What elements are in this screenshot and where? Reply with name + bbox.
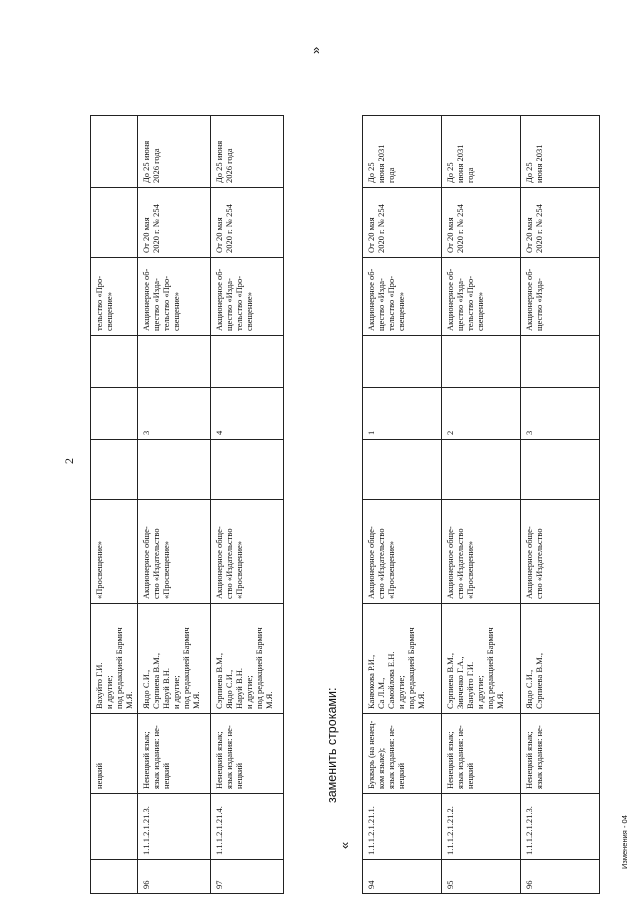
- cell-level: [521, 440, 600, 500]
- cell-subject: Ненецкий язык; язык издания: не- нецкий: [211, 714, 284, 794]
- cell-term: До 25 июня 2031 года: [442, 116, 521, 188]
- cell-no: 97: [211, 860, 284, 894]
- table-row: [91, 116, 138, 894]
- cell-level: [363, 440, 442, 500]
- cell-publisher: Акционерное обще- ство «Издательство «Просвещение»: [442, 500, 521, 604]
- page-number: 2: [62, 458, 76, 464]
- cell-level: [138, 440, 211, 500]
- cell-order: [91, 188, 138, 258]
- cell-publisher: Акционерное обще- ство «Издательство «Просвещение»: [363, 500, 442, 604]
- replace-with-rows-heading: заменить строками:: [325, 687, 339, 803]
- cell-col8: [91, 336, 138, 388]
- table-row: [521, 116, 600, 894]
- cell-org: Акционерное об- щество «Изда-: [521, 258, 600, 336]
- cell-order: От 20 мая 2020 г. № 254: [442, 188, 521, 258]
- cell-authors: Вахуйто Г.И. и другие; под редакцией Бармич М.Я.: [91, 604, 138, 714]
- cell-term: До 25 июня 2026 года: [211, 116, 284, 188]
- cell-subject: Ненецкий язык; язык издания: не- нецкий: [138, 714, 211, 794]
- table-row: [138, 116, 211, 894]
- cell-col8: [211, 336, 284, 388]
- cell-publisher: Акционерное обще- ство «Издательство «Просвещение»: [211, 500, 284, 604]
- cell-publisher: Акционерное обще- ство «Издательство: [521, 500, 600, 604]
- cell-term: До 25 июня 2026 года: [138, 116, 211, 188]
- cell-org: Акционерное об- щество «Изда- тельство «Про- свещение»: [442, 258, 521, 336]
- cell-col8: [442, 336, 521, 388]
- table-row: [211, 116, 284, 894]
- cell-term: До 25 июня 2031: [521, 116, 600, 188]
- cell-subject: Ненецкий язык; язык издания: не- нецкий: [442, 714, 521, 794]
- cell-publisher: «Просвещение»: [91, 500, 138, 604]
- cell-order: От 20 мая 2020 г. № 254: [138, 188, 211, 258]
- cell-code: 1.1.1.2.1.21.2.: [442, 794, 521, 860]
- cell-col8: [521, 336, 600, 388]
- cell-subject: Букварь (на ненец- ком языке); язык издания: не- нецкий: [363, 714, 442, 794]
- cell-col7: 2: [442, 388, 521, 440]
- table-row: [363, 116, 442, 894]
- cell-authors: Яндо С.И., Сэрпиева В.М., Наруй В.Н. и другие; под редакцией Бармич М.Я.: [138, 604, 211, 714]
- replacement-rows-table: [362, 115, 600, 894]
- cell-col7: 3: [138, 388, 211, 440]
- cell-col7: [91, 388, 138, 440]
- opening-quote-mark: «: [337, 841, 352, 849]
- cell-order: От 20 мая 2020 г. № 254: [521, 188, 600, 258]
- cell-no: 96: [521, 860, 600, 894]
- cell-no: 96: [138, 860, 211, 894]
- cell-order: От 20 мая 2020 г. № 254: [211, 188, 284, 258]
- cell-level: [442, 440, 521, 500]
- cell-authors: Яндо С.И., Сэрпиева В.М.,: [521, 604, 600, 714]
- table-row: [442, 116, 521, 894]
- cell-level: [91, 440, 138, 500]
- cell-col7: 3: [521, 388, 600, 440]
- cell-no: 94: [363, 860, 442, 894]
- cell-col8: [363, 336, 442, 388]
- footer-revision-note: Изменения - 04: [620, 815, 629, 869]
- cell-subject: Ненецкий язык; язык издания: не-: [521, 714, 600, 794]
- closing-quote-mark: »: [308, 46, 323, 54]
- cell-code: 1.1.1.2.1.21.4.: [211, 794, 284, 860]
- cell-code: 1.1.1.2.1.21.3.: [521, 794, 600, 860]
- cell-org: Акционерное об- щество «Изда- тельство «Про- свещение»: [363, 258, 442, 336]
- cell-no: [91, 860, 138, 894]
- cell-col8: [138, 336, 211, 388]
- cell-authors: Сэрпиева В.М., Зинченко Г.А., Вануйто Г.И. и другие; под редакцией Бармич М.Я.: [442, 604, 521, 714]
- cell-org: Акционерное об- щество «Изда- тельство «Про- свещение»: [138, 258, 211, 336]
- cell-publisher: Акционерное обще- ство «Издательство «Просвещение»: [138, 500, 211, 604]
- cell-authors: Сэрпиева В.М., Яндо С.И., Наруй В.Н. и другие; под редакцией Бармич М.Я.: [211, 604, 284, 714]
- cell-org: Акционерное об- щество «Изда- тельство «Про- свещение»: [211, 258, 284, 336]
- cell-code: [91, 794, 138, 860]
- upper-continuation-table: [90, 115, 284, 894]
- cell-level: [211, 440, 284, 500]
- cell-code: 1.1.1.2.1.21.3.: [138, 794, 211, 860]
- cell-code: 1.1.1.2.1.21.1.: [363, 794, 442, 860]
- cell-subject: нецкий: [91, 714, 138, 794]
- cell-term: До 25 июня 2031 года: [363, 116, 442, 188]
- cell-term: [91, 116, 138, 188]
- cell-no: 95: [442, 860, 521, 894]
- cell-order: От 20 мая 2020 г. № 254: [363, 188, 442, 258]
- cell-org: тельство «Про- свещение»: [91, 258, 138, 336]
- cell-authors: Канюкова Р.И., Са Л.М., Самойлова Е.Н. и другие; под редакцией Бармич М.Я.: [363, 604, 442, 714]
- cell-col7: 4: [211, 388, 284, 440]
- cell-col7: 1: [363, 388, 442, 440]
